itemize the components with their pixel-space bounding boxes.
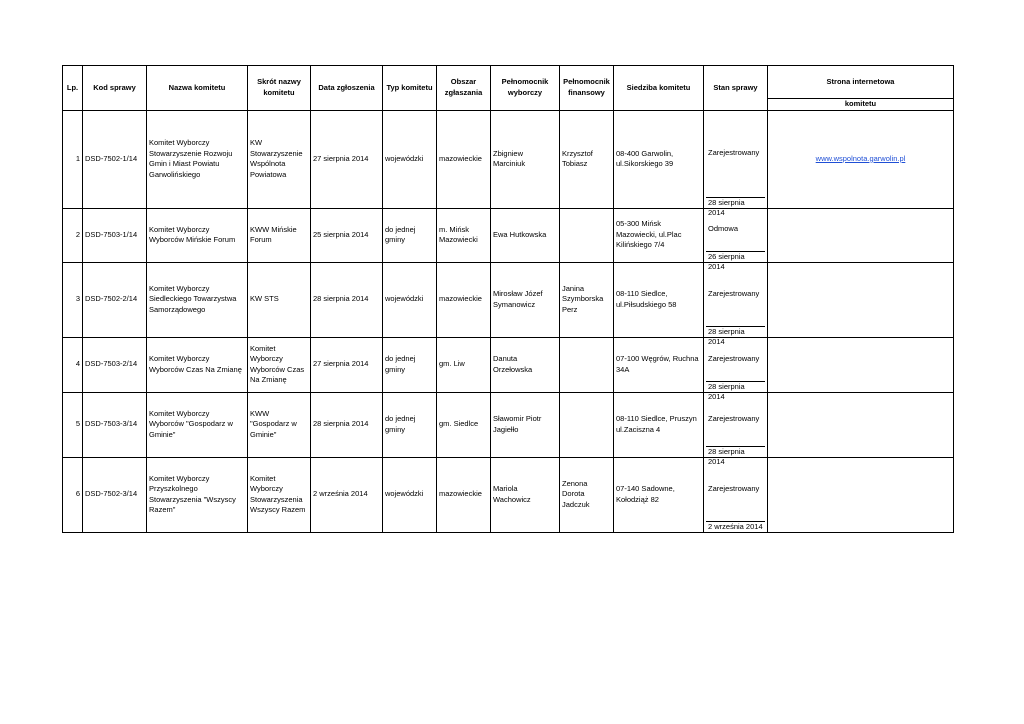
filing-area-cell: gm. Siedlce	[437, 392, 491, 457]
committee-short-name-cell: KWW "Gospodarz w Gminie"	[248, 392, 311, 457]
filing-date-cell: 28 sierpnia 2014	[311, 392, 383, 457]
committees-table	[62, 65, 954, 533]
table-row	[63, 337, 954, 392]
website-cell	[768, 262, 954, 337]
committee-short-name-cell: KW STS	[248, 262, 311, 337]
case-code-cell: DSD-7502-1/14	[83, 110, 147, 208]
website-cell	[768, 457, 954, 532]
status-text: Zarejestrowany	[708, 413, 760, 423]
status-date: 26 sierpnia 2014	[706, 251, 765, 262]
table-row	[63, 262, 954, 337]
election-agent-cell: Mariola Wachowicz	[491, 457, 560, 532]
committee-name-cell: Komitet Wyborczy Siedleckiego Towarzystwa Samorządowego	[147, 262, 248, 337]
filing-date-cell: 28 sierpnia 2014	[311, 262, 383, 337]
case-code-cell: DSD-7503-2/14	[83, 337, 147, 392]
header-strona-sub: komitetu	[768, 99, 954, 111]
table-row	[63, 457, 954, 532]
committee-short-name-cell: KW Stowarzyszenie Wspólnota Powiatowa	[248, 110, 311, 208]
election-agent-cell: Sławomir Piotr Jagiełło	[491, 392, 560, 457]
committee-type-cell: do jednej gminy	[383, 337, 437, 392]
case-code-cell: DSD-7503-1/14	[83, 208, 147, 262]
committee-type-cell: do jednej gminy	[383, 208, 437, 262]
header-strona-internetowa: Strona internetowa	[768, 66, 954, 99]
committee-seat-cell: 07-140 Sadowne, Kołodziąż 82	[614, 457, 704, 532]
committee-name-cell: Komitet Wyborczy Wyborców "Gospodarz w Gminie"	[147, 392, 248, 457]
row-number-cell: 1	[63, 110, 83, 208]
committee-type-cell: wojewódzki	[383, 110, 437, 208]
table-row	[63, 110, 954, 208]
header-pelnomocnik-finansowy: Pełnomocnik finansowy	[560, 66, 614, 111]
committee-type-cell: wojewódzki	[383, 457, 437, 532]
header-stan-sprawy: Stan sprawy	[704, 66, 768, 111]
filing-date-cell: 2 września 2014	[311, 457, 383, 532]
case-status-cell	[704, 262, 768, 346]
status-date: 28 sierpnia 2014	[706, 381, 765, 392]
case-code-cell: DSD-7503-3/14	[83, 392, 147, 457]
status-date: 28 sierpnia 2014	[706, 326, 765, 337]
row-number-cell: 6	[63, 457, 83, 532]
election-agent-cell: Ewa Hutkowska	[491, 208, 560, 262]
row-number-cell: 4	[63, 337, 83, 392]
financial-agent-cell: Zenona Dorota Jadczuk	[560, 457, 614, 532]
committee-short-name-cell: KWW Mińskie Forum	[248, 208, 311, 262]
header-data-zgloszenia: Data zgłoszenia	[311, 66, 383, 111]
header-typ-komitetu: Typ komitetu	[383, 66, 437, 111]
committee-name-cell: Komitet Wyborczy Przyszkolnego Stowarzyszenia "Wszyscy Razem"	[147, 457, 248, 532]
status-text: Zarejestrowany	[708, 148, 760, 158]
row-number-cell: 3	[63, 262, 83, 337]
case-code-cell: DSD-7502-2/14	[83, 262, 147, 337]
case-status-cell	[704, 337, 768, 401]
financial-agent-cell	[560, 392, 614, 457]
status-date: 28 sierpnia 2014	[706, 446, 765, 457]
financial-agent-cell: Krzysztof Tobiasz	[560, 110, 614, 208]
election-agent-cell: Danuta Orzełowska	[491, 337, 560, 392]
website-cell	[768, 337, 954, 392]
status-text: Zarejestrowany	[708, 483, 760, 493]
filing-area-cell: mazowieckie	[437, 110, 491, 208]
header-skrot-nazwy: Skrót nazwy komitetu	[248, 66, 311, 111]
status-date: 2 września 2014	[706, 521, 765, 532]
election-agent-cell: Mirosław Józef Symanowicz	[491, 262, 560, 337]
filing-area-cell: m. Mińsk Mazowiecki	[437, 208, 491, 262]
header-lp: Lp.	[63, 66, 83, 111]
committee-name-cell: Komitet Wyborczy Wyborców Mińskie Forum	[147, 208, 248, 262]
status-text: Zarejestrowany	[708, 353, 760, 363]
committee-seat-cell: 05-300 Mińsk Mazowiecki, ul.Plac Kilińskiego 7/4	[614, 208, 704, 262]
committee-seat-cell: 08-110 Siedlce, Pruszyn ul.Zaciszna 4	[614, 392, 704, 457]
row-number-cell: 2	[63, 208, 83, 262]
header-pelnomocnik-wyborczy: Pełnomocnik wyborczy	[491, 66, 560, 111]
status-text: Zarejestrowany	[708, 288, 760, 298]
committee-seat-cell: 07-100 Węgrów, Ruchna 34A	[614, 337, 704, 392]
case-status-cell	[704, 110, 768, 217]
election-agent-cell: Zbigniew Marciniuk	[491, 110, 560, 208]
committee-seat-cell: 08-110 Siedlce, ul.Piłsudskiego 58	[614, 262, 704, 337]
filing-area-cell: mazowieckie	[437, 262, 491, 337]
filing-area-cell: mazowieckie	[437, 457, 491, 532]
committee-short-name-cell: Komitet Wyborczy Wyborców Czas Na Zmianę	[248, 337, 311, 392]
table-row	[63, 392, 954, 457]
filing-date-cell: 25 sierpnia 2014	[311, 208, 383, 262]
website-cell	[768, 110, 954, 208]
financial-agent-cell: Janina Szymborska Perz	[560, 262, 614, 337]
committee-type-cell: wojewódzki	[383, 262, 437, 337]
committee-name-cell: Komitet Wyborczy Wyborców Czas Na Zmianę	[147, 337, 248, 392]
filing-date-cell: 27 sierpnia 2014	[311, 337, 383, 392]
case-status-cell	[704, 457, 768, 532]
status-date: 28 sierpnia 2014	[706, 197, 765, 208]
header-obszar: Obszar zgłaszania	[437, 66, 491, 111]
case-code-cell: DSD-7502-3/14	[83, 457, 147, 532]
website-cell	[768, 392, 954, 457]
committee-name-cell: Komitet Wyborczy Stowarzyszenie Rozwoju Gmin i Miast Powiatu Garwolińskiego	[147, 110, 248, 208]
financial-agent-cell	[560, 208, 614, 262]
header-siedziba: Siedziba komitetu	[614, 66, 704, 111]
case-status-cell	[704, 392, 768, 466]
status-text: Odmowa	[708, 224, 739, 234]
header-nazwa-komitetu: Nazwa komitetu	[147, 66, 248, 111]
table-row	[63, 208, 954, 262]
case-status-cell	[704, 208, 768, 271]
filing-area-cell: gm. Liw	[437, 337, 491, 392]
financial-agent-cell	[560, 337, 614, 392]
committee-seat-cell: 08-400 Garwolin, ul.Sikorskiego 39	[614, 110, 704, 208]
website-link[interactable]: www.wspolnota.garwolin.pl	[815, 153, 906, 163]
header-kod-sprawy: Kod sprawy	[83, 66, 147, 111]
committee-type-cell: do jednej gminy	[383, 392, 437, 457]
website-cell	[768, 208, 954, 262]
filing-date-cell: 27 sierpnia 2014	[311, 110, 383, 208]
row-number-cell: 5	[63, 392, 83, 457]
committee-short-name-cell: Komitet Wyborczy Stowarzyszenia Wszyscy Razem	[248, 457, 311, 532]
table-body	[63, 110, 954, 532]
